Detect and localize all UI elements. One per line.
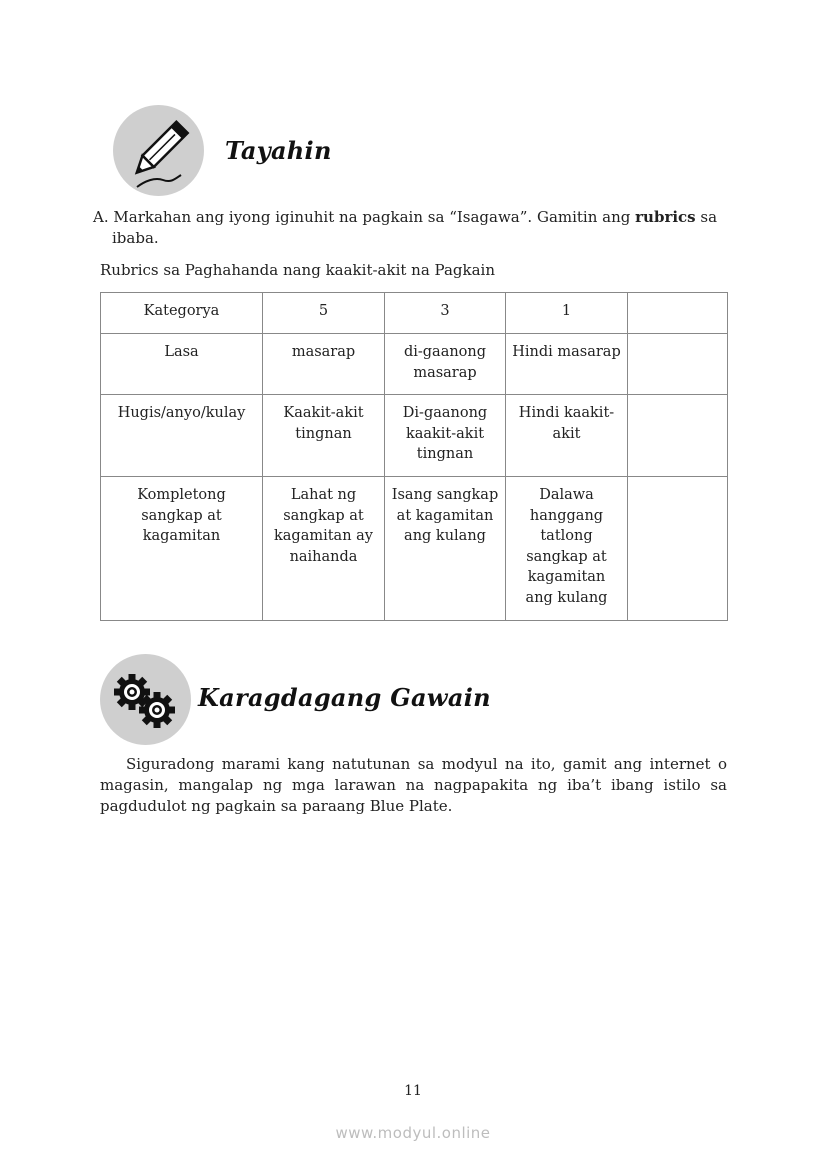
- table-row: [101, 477, 728, 621]
- table-cell: [628, 477, 728, 621]
- table-cell: Hindi masarap: [506, 334, 628, 395]
- table-cell: [628, 395, 728, 477]
- header-cell: 5: [263, 293, 385, 334]
- table-cell: Isang sangkap at kagamitan ang kulang: [385, 477, 506, 621]
- instruction-text-end: sa: [695, 208, 718, 226]
- table-header-row: [101, 293, 728, 334]
- table-cell: masarap: [263, 334, 385, 395]
- rubric-table: [100, 292, 728, 621]
- gears-icon-badge: [100, 654, 191, 745]
- instruction-text: Markahan ang iyong iginuhit na pagkain sa “Isagawa”. Gamitin ang: [113, 208, 636, 226]
- header-cell: Kategorya: [101, 293, 263, 334]
- tayahin-title: Tayahin: [225, 136, 332, 165]
- page-number: 11: [404, 1083, 422, 1099]
- instruction-prefix: A.: [93, 208, 109, 226]
- pencil-icon-badge: [113, 105, 204, 196]
- table-cell: [628, 334, 728, 395]
- gears-icon: [100, 654, 191, 745]
- header-cell: [628, 293, 728, 334]
- table-cell: Lasa: [101, 334, 263, 395]
- watermark: www.modyul.online: [335, 1124, 491, 1142]
- table-cell: Dalawa hanggang tatlong sangkap at kagamitan ang kulang: [506, 477, 628, 621]
- table-caption: Rubrics sa Paghahanda nang kaakit-akit na Pagkain: [100, 261, 495, 279]
- karagdagang-gawain-title: Karagdagang Gawain: [198, 683, 491, 712]
- header-cell: 1: [506, 293, 628, 334]
- instruction-bold: rubrics: [635, 208, 696, 226]
- table-cell: Kompletong sangkap at kagamitan: [101, 477, 263, 621]
- table-row: [101, 395, 728, 477]
- table-cell: Di-gaanong kaakit-akit tingnan: [385, 395, 506, 477]
- instruction-a: [93, 207, 733, 228]
- table-cell: Kaakit-akit tingnan: [263, 395, 385, 477]
- table-cell: di-gaanong masarap: [385, 334, 506, 395]
- instruction-line2: ibaba.: [112, 229, 159, 247]
- table-cell: Hugis/anyo/kulay: [101, 395, 263, 477]
- table-cell: Lahat ng sangkap at kagamitan ay naihanda: [263, 477, 385, 621]
- table-cell: Hindi kaakit-akit: [506, 395, 628, 477]
- table-row: [101, 334, 728, 395]
- karagdagang-gawain-paragraph: Siguradong marami kang natutunan sa modyul na ito, gamit ang internet o magasin, mangalap ng mga larawan na nagpapakita ng iba’t ibang istilo sa pagdudulot ng pagkain sa paraang Blue Plate.: [100, 755, 727, 815]
- pencil-icon: [113, 105, 204, 196]
- header-cell: 3: [385, 293, 506, 334]
